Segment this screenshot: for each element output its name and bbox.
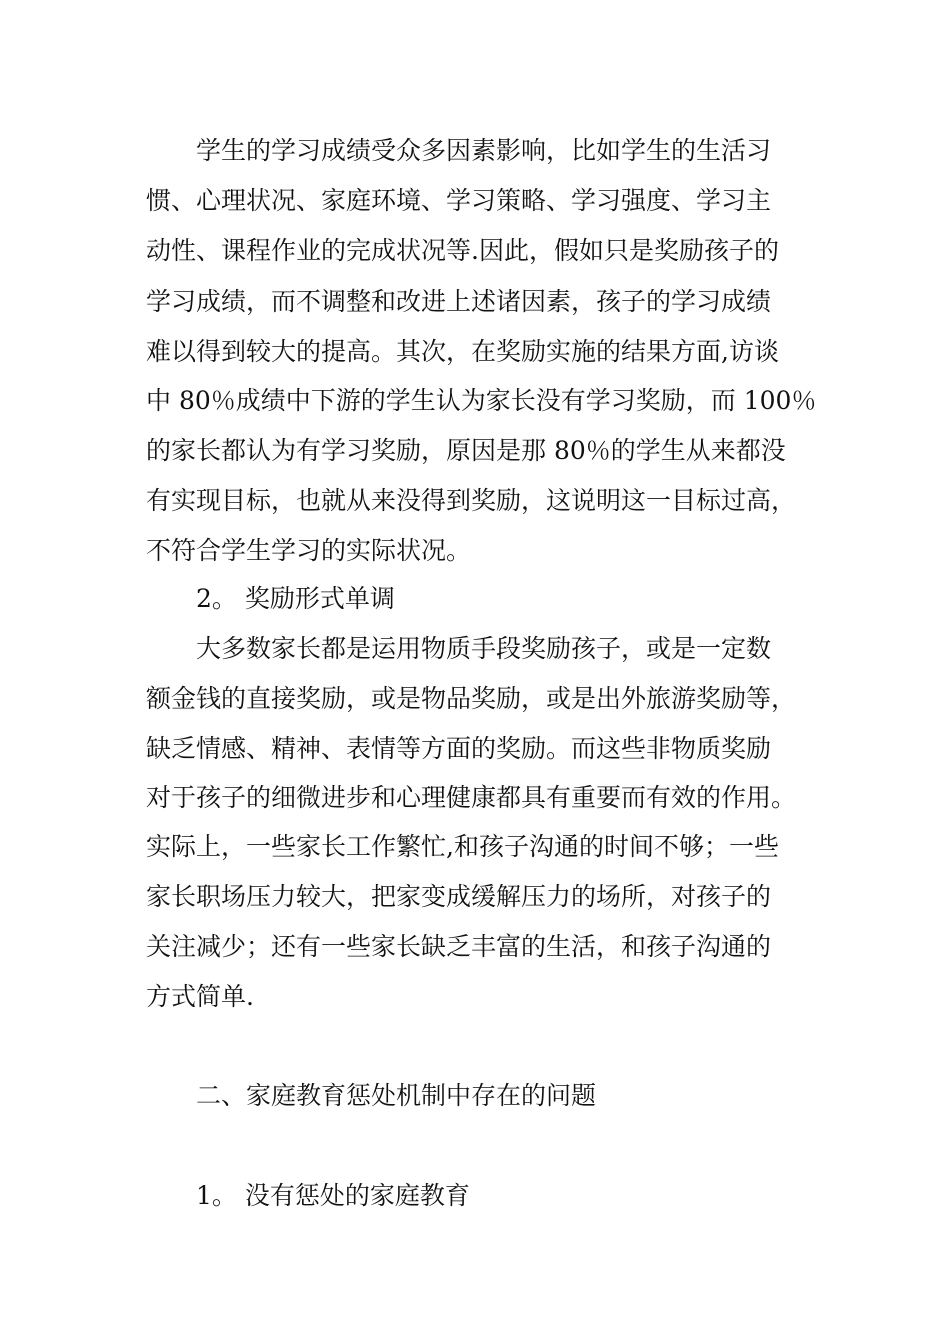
paragraph-line: 额金钱的直接奖励，或是物品奖励，或是出外旅游奖励等， [146, 684, 797, 713]
paragraph-line: 大多数家长都是运用物质手段奖励孩子，或是一定数 [196, 634, 772, 663]
paragraph-line: 的家长都认为有学习奖励，原因是那 80％的学生从来都没 [146, 436, 786, 465]
paragraph-line: 难以得到较大的提高。其次，在奖励实施的结果方面,访谈 [146, 337, 779, 366]
paragraph-line: 中 80％成绩中下游的学生认为家长没有学习奖励，而 100％ [146, 386, 817, 415]
paragraph-line: 缺乏情感、精神、表情等方面的奖励。而这些非物质奖励 [146, 734, 772, 763]
paragraph-line: 对于孩子的细微进步和心理健康都具有重要而有效的作用。 [146, 783, 797, 812]
subheading-no-punishment: 1。 没有惩处的家庭教育 [196, 1181, 470, 1210]
section-heading: 二、家庭教育惩处机制中存在的问题 [196, 1081, 597, 1110]
paragraph-line: 实际上，一些家长工作繁忙,和孩子沟通的时间不够；一些 [146, 832, 779, 861]
paragraph-line: 惯、心理状况、家庭环境、学习策略、学习强度、学习主 [146, 186, 772, 215]
paragraph-line: 关注减少；还有一些家长缺乏丰富的生活，和孩子沟通的 [146, 932, 772, 961]
paragraph-line: 方式简单. [146, 982, 254, 1011]
paragraph-line: 不符合学生学习的实际状况。 [146, 536, 472, 565]
paragraph-line: 动性、课程作业的完成状况等.因此，假如只是奖励孩子的 [146, 236, 779, 265]
subheading-reward-form: 2。 奖励形式单调 [196, 584, 395, 613]
paragraph-line: 学习成绩，而不调整和改进上述诸因素，孩子的学习成绩 [146, 287, 772, 316]
paragraph-line: 家长职场压力较大，把家变成缓解压力的场所，对孩子的 [146, 882, 772, 911]
paragraph-line: 有实现目标，也就从来没得到奖励，这说明这一目标过高， [146, 486, 797, 515]
paragraph-line: 学生的学习成绩受众多因素影响，比如学生的生活习 [196, 136, 772, 165]
